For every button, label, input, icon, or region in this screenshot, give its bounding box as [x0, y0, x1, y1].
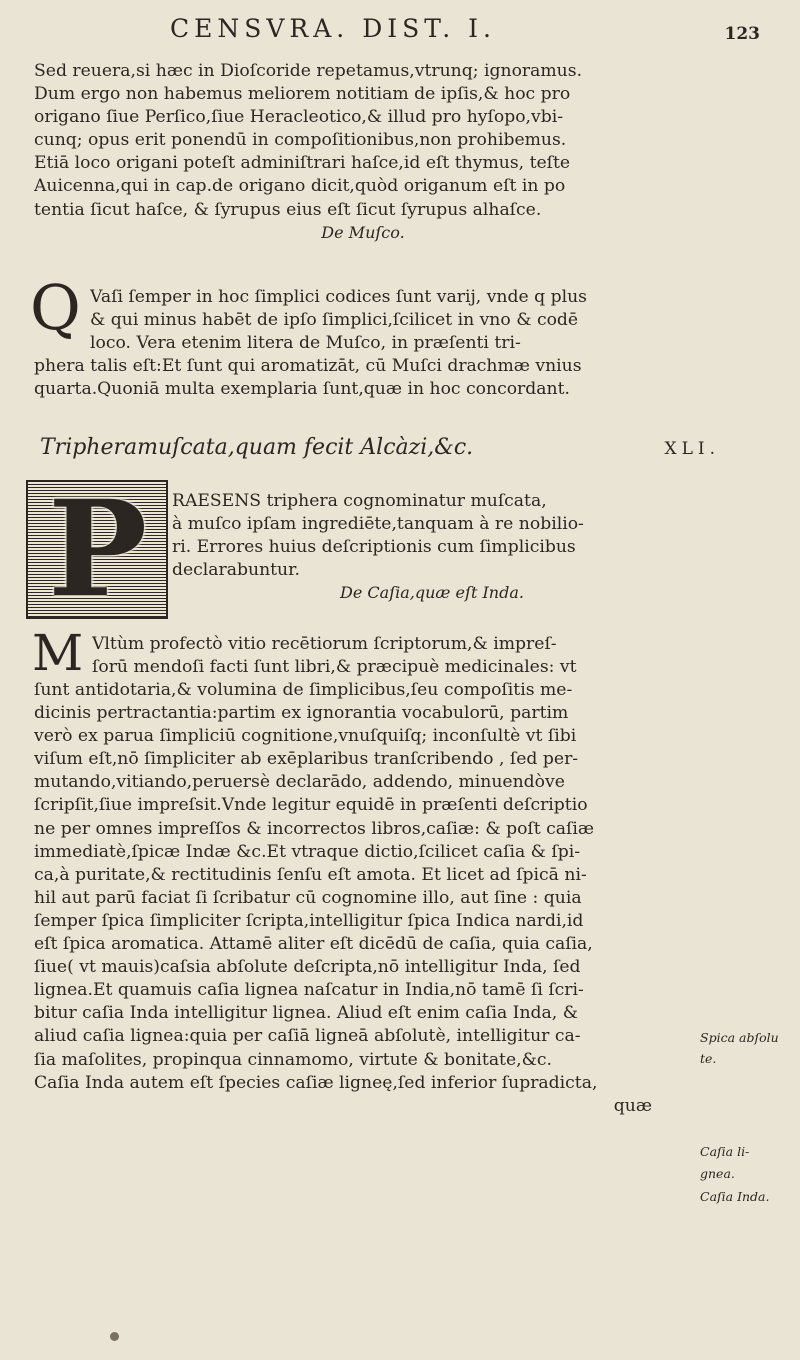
text-line: RAESENS triphera cognominatur muſcata,	[172, 491, 547, 511]
margin-note-casia-inda: Caſia Inda.	[700, 1189, 770, 1204]
text-line: tentia ſicut haſce, & ſyrupus eius eſt ſicut ſyrupus alhaſce.	[34, 199, 542, 220]
text-line: ſia maſolites, propinqua cinnamomo, virtute & bonitate,&c.	[34, 1049, 552, 1070]
paragraph-origano	[34, 60, 692, 244]
paragraph-casia	[34, 679, 692, 1118]
text-line: hil aut parū faciat ſi ſcribatur cū cognomine illo, aut ſine : quia	[34, 887, 582, 908]
text-line: declarabuntur.	[172, 560, 300, 581]
text-line: loco. Vera etenim litera de Muſco, in præſenti tri-	[90, 333, 521, 354]
drop-initial-q: Q	[30, 271, 81, 344]
text-line: Vaſi ſemper in hoc ſimplici codices ſunt varij, vnde q plus	[90, 287, 587, 307]
catchword: quæ	[613, 1095, 652, 1116]
text-line: dicinis pertractantia:partim ex ignorantia vocabulorū, partim	[34, 703, 569, 724]
page-number: 123	[724, 24, 760, 44]
text-line: & qui minus habēt de ipſo ſimplici,ſcilicet in vno & codē	[90, 310, 579, 331]
subheading-de-musco: De Muſco.	[321, 222, 405, 242]
text-line: immediatè,ſpicæ Indæ &c.Et vtraque dictio,ſcilicet caſia & ſpi-	[34, 841, 581, 862]
text-line: ſiue( vt mauis)caſsia abſolute deſcripta,nō intelligitur Inda, ſed	[34, 957, 581, 978]
margin-note-gnea: gnea.	[700, 1166, 735, 1181]
text-line: verò ex parua ſimpliciū cognitione,vnuſquiſq; inconſultè vt ſibi	[34, 726, 577, 747]
text-line: bitur caſia Inda intelligitur lignea. Aliud eſt enim caſia Inda, &	[34, 1003, 578, 1024]
text-line: à muſco ipſam ingrediēte,tanquam à re nobilio-	[172, 514, 584, 535]
text-line: ſcripſit,ſiue impreſsit.Vnde legitur equidē in præſenti deſcriptio	[34, 795, 588, 816]
paragraph-casia-indented	[92, 633, 692, 679]
text-line: phera talis eſt:Et ſunt qui aromatizāt, cū Muſci drachmæ vnius	[34, 356, 582, 376]
text-line: Dum ergo non habemus meliorem notitiam de ipſis,& hoc pro	[34, 84, 571, 105]
text-line: mutando,vitiando,peruersè declarādo, addendo, minuendòve	[34, 772, 565, 793]
text-line: quarta.Quoniā multa exemplaria ſunt,quæ in hoc concordant.	[34, 379, 570, 400]
text-line: Auicenna,qui in cap.de origano dicit,quòd origanum eſt in po	[34, 176, 566, 197]
margin-note-casia-li: Caſia li-	[700, 1144, 750, 1159]
margin-note-te: te.	[700, 1051, 717, 1066]
ink-spot	[110, 1332, 119, 1341]
text-line: Caſia Inda autem eſt ſpecies caſiæ ligneę,ſed inferior ſupradicta,	[34, 1072, 598, 1093]
text-line: Vltùm profectò vitio recētiorum ſcriptorum,& impreſ-	[92, 634, 557, 654]
page-header	[60, 14, 780, 50]
section-number: XLI.	[664, 439, 720, 459]
text-line: ſemper ſpica ſimpliciter ſcripta,intelligitur ſpica Indica nardi,id	[34, 910, 584, 931]
text-line: ſorū mendoſi facti ſunt libri,& præcipuè medicinales: vt	[92, 657, 577, 678]
decorated-initial-p	[26, 472, 168, 627]
text-line: cunq; opus erit ponendū in compoſitionibus,non prohibemus.	[34, 130, 567, 151]
text-line: lignea.Et quamuis caſia lignea naſcatur in India,nō tamē ſi ſcri-	[34, 980, 584, 1001]
drop-initial-m: M	[32, 624, 84, 682]
paragraph-musco-indented	[90, 286, 692, 355]
paragraph-musco	[34, 355, 692, 401]
section-title	[40, 435, 760, 469]
text-line: Etiā loco origani poteſt adminiſtrari haſce,id eſt thymus, teſte	[34, 153, 571, 174]
running-head: CENSVRA. DIST. I.	[170, 14, 496, 43]
text-line: ſunt antidotaria,& volumina de ſimplicibus,ſeu compoſitis me-	[34, 680, 573, 700]
section-title-text: Tripheramuſcata,quam fecit Alcàzi,&c.	[40, 435, 474, 460]
text-line: aliud caſia lignea:quia per caſiā ligneā abſolutè, intelligitur ca-	[34, 1026, 581, 1047]
text-line: Sed reuera,si hæc in Dioſcoride repetamus,vtrunq; ignoramus.	[34, 61, 583, 81]
margin-note-spica-absolute: Spica abſolu	[700, 1030, 779, 1045]
text-line: ne per omnes impreſſos & incorrectos libros,caſiæ: & poſt caſiæ	[34, 818, 595, 839]
subheading-de-casia: De Caſia,quæ eſt Inda.	[340, 583, 524, 603]
text-line: origano ſiue Perſico,ſiue Heracleotico,& illud pro hyſopo,vbi-	[34, 107, 564, 128]
text-line: viſum eſt,nō ſimpliciter ab exēplaribus tranſcribendo , ſed per-	[34, 749, 579, 770]
text-line: eſt ſpica aromatica. Attamē aliter eſt dicēdū de caſia, quia caſia,	[34, 934, 593, 955]
text-line: ca,à puritate,& rectitudinis ſenſu eſt amota. Et licet ad ſpicā ni-	[34, 864, 587, 885]
text-line: ri. Errores huius deſcriptionis cum ſimplicibus	[172, 537, 576, 558]
initial-p-letter: P	[48, 472, 148, 627]
paragraph-triphera	[172, 490, 692, 604]
